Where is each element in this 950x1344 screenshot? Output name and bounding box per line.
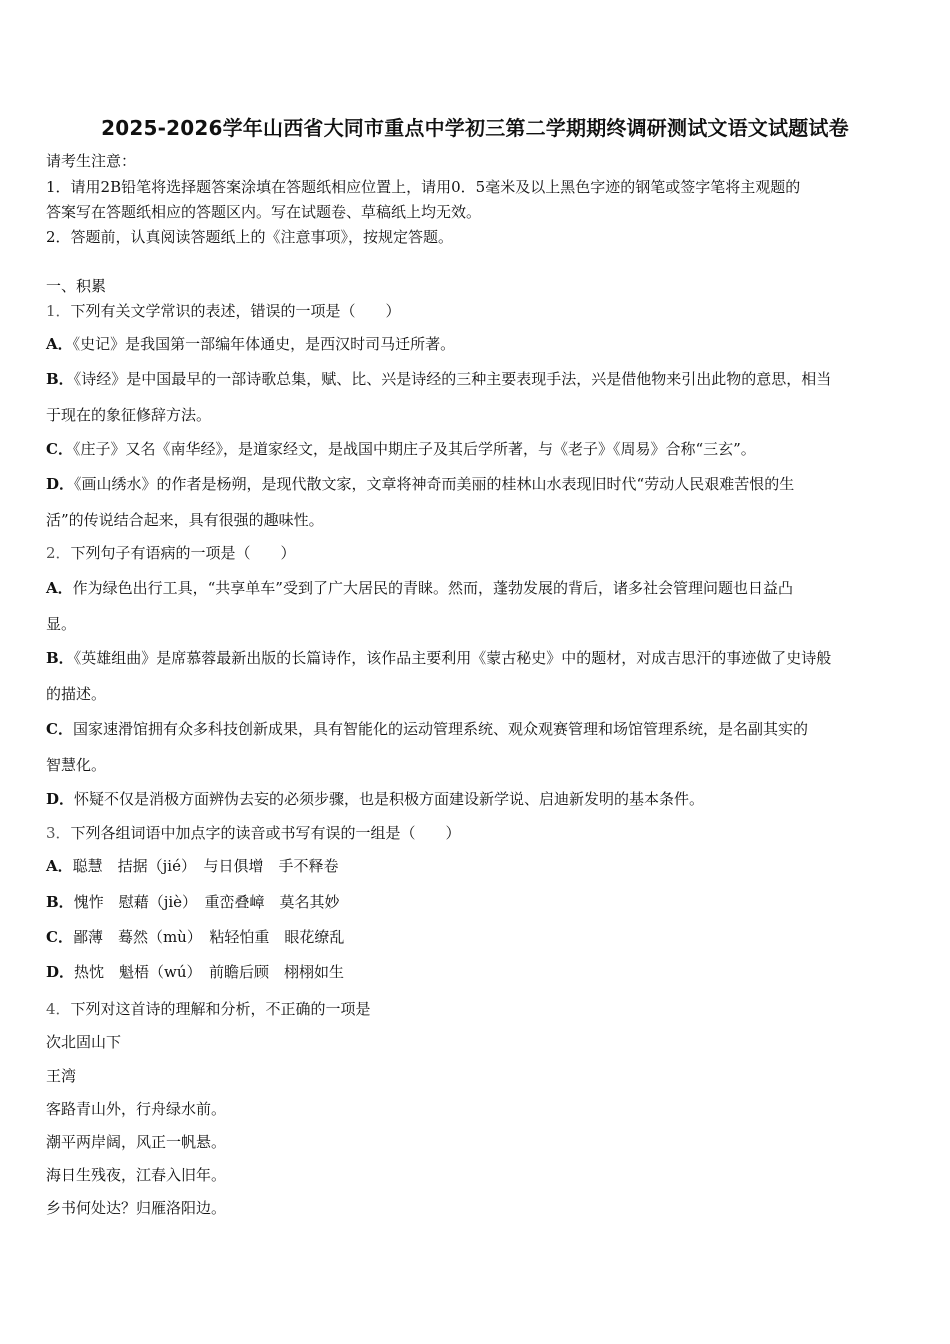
question-text: 下列对这首诗的理解和分析，不正确的一项是 <box>70 1000 371 1018</box>
question-4-stem <box>46 999 371 1019</box>
notice-item: 2．答题前，认真阅读答题纸上的《注意事项》，按规定答题。 <box>46 228 454 246</box>
question-text: 下列各组词语中加点字的读音或书写有误的一组是（ ） <box>70 824 461 842</box>
option-d <box>46 789 704 809</box>
notice-item: 答案写在答题纸相应的答题区内。写在试题卷、草稿纸上均无效。 <box>46 203 482 221</box>
option-b-cont: 于现在的象征修辞方法。 <box>46 406 212 424</box>
option-b <box>46 892 340 912</box>
option-text: 鄙薄 蓦然（mù） 粘轻怕重 眼花缭乱 <box>72 928 345 946</box>
option-c <box>46 439 756 459</box>
option-text: 聪慧 拮据（jié） 与日俱增 手不释卷 <box>72 857 339 875</box>
question-2-stem <box>46 543 296 563</box>
option-c <box>46 927 344 947</box>
option-label: A． <box>46 857 73 875</box>
option-label: D． <box>46 475 75 493</box>
notice-item: 1．请用2B铅笔将选择题答案涂填在答题纸相应位置上，请用0．5毫米及以上黑色字迹的钢笔或签字笔将主观题的 <box>46 178 801 196</box>
poem-line: 乡书何处达？归雁洛阳边。 <box>46 1199 227 1217</box>
option-d <box>46 474 794 494</box>
option-label: A． <box>46 335 73 353</box>
option-b-cont: 的描述。 <box>46 685 107 703</box>
option-label: B． <box>46 370 74 388</box>
option-b <box>46 369 831 389</box>
question-number: 4． <box>46 1000 71 1018</box>
option-text: 《史记》是我国第一部编年体通史，是西汉时司马迁所著。 <box>72 335 456 353</box>
poem-author: 王湾 <box>46 1067 77 1085</box>
option-d <box>46 962 344 982</box>
option-label: A． <box>46 579 73 597</box>
section-heading: 一、积累 <box>46 277 107 295</box>
option-text: 热忱 魁梧（wú） 前瞻后顾 栩栩如生 <box>74 963 345 981</box>
option-a <box>46 578 793 598</box>
notice-heading: 请考生注意： <box>46 152 137 170</box>
question-text: 下列有关文学常识的表述，错误的一项是（ ） <box>70 302 401 320</box>
option-a-cont: 显。 <box>46 615 77 633</box>
option-text: 作为绿色出行工具，“共享单车”受到了广大居民的青睐。然而，蓬勃发展的背后，诸多社会管理问题也日益凸 <box>72 579 793 597</box>
option-label: C． <box>46 928 73 946</box>
option-text: 愧怍 慰藉（jiè） 重峦叠嶂 莫名其妙 <box>73 893 340 911</box>
option-a <box>46 856 338 876</box>
option-a <box>46 334 455 354</box>
option-c-cont: 智慧化。 <box>46 756 107 774</box>
poem-line: 潮平两岸阔，风正一帆悬。 <box>46 1133 227 1151</box>
option-label: C． <box>46 440 73 458</box>
option-text: 《诗经》是中国最早的一部诗歌总集，赋、比、兴是诗经的三种主要表现手法，兴是借他物来引出此物的意思，相当 <box>73 370 832 388</box>
question-text: 下列句子有语病的一项是（ ） <box>70 544 296 562</box>
question-1-stem <box>46 301 401 321</box>
option-label: B． <box>46 649 74 667</box>
option-text: 《庄子》又名《南华经》，是道家经文，是战国中期庄子及其后学所著，与《老子》《周易》合称“三玄”。 <box>72 440 756 458</box>
poem-line: 客路青山外，行舟绿水前。 <box>46 1100 227 1118</box>
option-label: C． <box>46 720 73 738</box>
page-title: 2025-2026学年山西省大同市重点中学初三第二学期期终调研测试文语文试题试卷 <box>101 116 849 140</box>
option-text: 怀疑不仅是消极方面辨伪去妄的必须步骤，也是积极方面建设新学说、启迪新发明的基本条件。 <box>74 790 705 808</box>
option-text: 《英雄组曲》是席慕蓉最新出版的长篇诗作，该作品主要利用《蒙古秘史》中的题材，对成吉思汗的事迹做了史诗般 <box>73 649 832 667</box>
option-text: 《画山绣水》的作者是杨朔，是现代散文家，文章将神奇而美丽的桂林山水表现旧时代“劳动人民艰难苦恨的生 <box>74 475 795 493</box>
question-3-stem <box>46 823 461 843</box>
option-label: D． <box>46 963 75 981</box>
option-d-cont: 活”的传说结合起来，具有很强的趣味性。 <box>46 511 324 529</box>
question-number: 2． <box>46 544 71 562</box>
question-number: 3． <box>46 824 71 842</box>
option-b <box>46 648 831 668</box>
option-label: B． <box>46 893 74 911</box>
option-c <box>46 719 808 739</box>
poem-line: 海日生残夜，江春入旧年。 <box>46 1166 227 1184</box>
option-label: D． <box>46 790 75 808</box>
poem-title: 次北固山下 <box>46 1033 122 1051</box>
question-number: 1． <box>46 302 71 320</box>
option-text: 国家速滑馆拥有众多科技创新成果，具有智能化的运动管理系统、观众观赛管理和场馆管理系统，是名副其实的 <box>72 720 808 738</box>
